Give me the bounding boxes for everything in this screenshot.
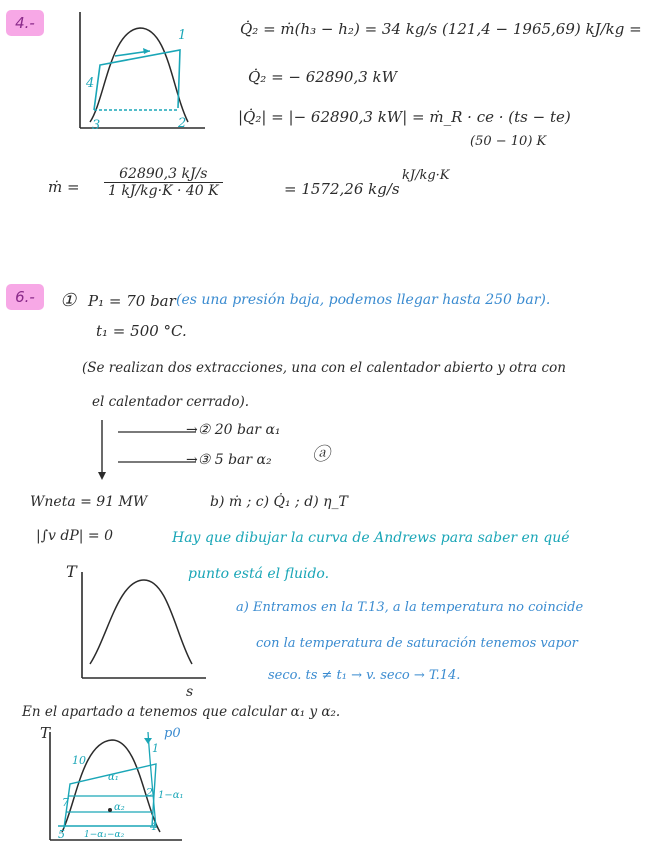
questions-list: b) ṁ ; c) Q̇₁ ; d) η_T — [210, 494, 348, 510]
net-power: Wneta = 91 MW — [30, 494, 148, 510]
fraction-denominator: 1 kJ/kg·K · 40 K — [108, 183, 219, 199]
andrews-curve-sketch — [60, 566, 210, 684]
extractions-line-2: el calentador cerrado). — [92, 394, 250, 410]
problem-6-tag: 6.- — [6, 284, 44, 310]
diagram-label-4: 4 — [86, 76, 95, 91]
mass-flow-fraction — [104, 166, 223, 199]
d2-label-10: 10 — [72, 754, 86, 767]
part-a-line-1: a) Entramos en la T.13, a la temperatura no coincide — [236, 600, 584, 615]
p1-note: (es una presión baja, podemos llegar hasta 250 bar). — [176, 292, 551, 308]
p1-value: P₁ = 70 bar — [88, 292, 176, 310]
d2-label-7: 7 — [62, 796, 69, 809]
axis-t2-label: T — [40, 724, 51, 742]
d2-label-a2: α₂ — [114, 802, 125, 813]
extraction-3: →③ 5 bar α₂ — [186, 452, 272, 468]
ts-diagram-extractions — [36, 724, 186, 844]
d2-label-1: 1 — [152, 742, 159, 755]
d2-label-4: 4 — [150, 820, 157, 833]
abs-q2-equation: |Q̇₂| = |− 62890,3 kW| = ṁ_R · ce · (ts − te) — [238, 108, 571, 126]
part-a-line-3: seco. ts ≠ t₁ → v. seco → T.14. — [268, 668, 461, 683]
q2-equation: Q̇₂ = ṁ(h₃ − h₂) = 34 kg/s (121,4 − 1965,69) kJ/kg = — [240, 20, 642, 38]
d2-label-2: 2 — [146, 786, 153, 799]
d2-label-1-minus-a1-a2: 1−α₁−α₂ — [84, 830, 125, 840]
extractions-line-1: (Se realizan dos extracciones, una con el calentador abierto y otra con — [82, 360, 566, 376]
d2-label-a1: α₁ — [108, 772, 119, 783]
ce-units: kJ/kg·K — [402, 168, 450, 183]
axis-t-label: T — [66, 562, 77, 581]
q2-result: Q̇₂ = − 62890,3 kW — [248, 68, 398, 86]
circle-a-marker: ⓐ — [312, 444, 330, 465]
fraction-numerator: 62890,3 kJ/s — [104, 166, 223, 183]
ts-diagram-problem-4 — [60, 10, 210, 140]
part-a-line-2: con la temperatura de saturación tenemos vapor — [256, 636, 578, 651]
mass-flow-result: = 1572,26 kg/s — [284, 180, 400, 198]
problem-4-tag: 4.- — [6, 10, 44, 36]
diagram-label-3: 3 — [92, 118, 101, 133]
diagram-label-2: 2 — [178, 116, 187, 131]
item-1-marker: ① — [60, 290, 77, 311]
andrews-line-2: punto está el fluido. — [188, 566, 330, 582]
d2-label-1-minus-a1: 1−α₁ — [158, 790, 184, 801]
vdp-integral: |∫v dP| = 0 — [36, 528, 114, 544]
apartado-a-note: En el apartado a tenemos que calcular α₁ y α₂. — [22, 704, 341, 720]
extraction-2: →② 20 bar α₁ — [186, 422, 281, 438]
andrews-line-1: Hay que dibujar la curva de Andrews para saber en qué — [172, 530, 570, 546]
diagram-label-1: 1 — [178, 28, 187, 43]
d2-label-5: 5 — [58, 828, 65, 841]
axis-s-label: s — [186, 684, 194, 700]
p0-label: p0 — [164, 726, 181, 741]
temperature-difference: (50 − 10) K — [470, 134, 547, 149]
t1-value: t₁ = 500 °C. — [96, 322, 187, 340]
mass-flow-label: ṁ = — [48, 178, 80, 196]
